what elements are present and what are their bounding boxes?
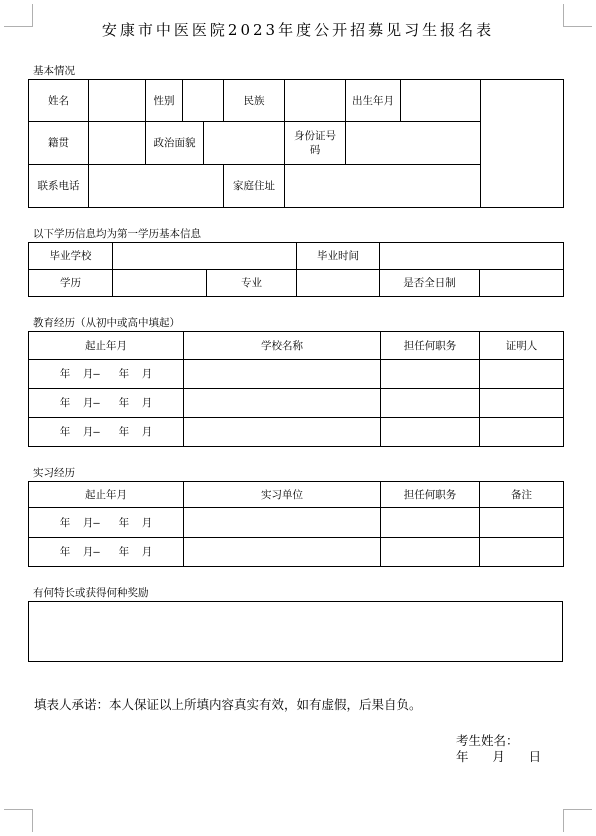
gender-label: 性别 [146, 80, 183, 122]
intern-header-remarks: 备注 [480, 482, 564, 508]
intern-row-1-period[interactable]: 年 月— 年 月 [29, 508, 184, 538]
intern-row-1-unit[interactable] [184, 508, 381, 538]
edu-row-3-position[interactable] [381, 418, 480, 447]
phone-label: 联系电话 [29, 165, 89, 208]
intern-header-unit: 实习单位 [184, 482, 381, 508]
signature-date: 年 月 日 [456, 749, 542, 764]
ethnicity-field[interactable] [285, 80, 346, 122]
degree-label: 学历 [29, 270, 113, 297]
section-basic-label: 基本情况 [33, 65, 75, 77]
grad-time-field[interactable] [380, 243, 564, 270]
edu-row-3-witness[interactable] [480, 418, 564, 447]
edu-row-1-school[interactable] [184, 360, 381, 389]
fulltime-field[interactable] [480, 270, 564, 297]
degree-field[interactable] [113, 270, 207, 297]
birth-label: 出生年月 [346, 80, 401, 122]
edu-header-period: 起止年月 [29, 332, 184, 360]
edu-row-2-position[interactable] [381, 389, 480, 418]
edu-header-school: 学校名称 [184, 332, 381, 360]
pledge-text: 填表人承诺：本人保证以上所填内容真实有效，如有虚假，后果自负。 [34, 697, 422, 712]
section-awards-label: 有何特长或获得何种奖励 [33, 587, 149, 599]
education-info-table [28, 242, 564, 297]
edu-row-2-period[interactable]: 年 月— 年 月 [29, 389, 184, 418]
intern-header-period: 起止年月 [29, 482, 184, 508]
edu-row-2-witness[interactable] [480, 389, 564, 418]
ethnicity-label: 民族 [224, 80, 285, 122]
phone-field[interactable] [89, 165, 224, 208]
school-label: 毕业学校 [29, 243, 113, 270]
section-education-info-label: 以下学历信息均为第一学历基本信息 [33, 228, 201, 240]
address-label: 家庭住址 [224, 165, 285, 208]
form-title: 安康市中医医院2023年度公开招募见习生报名表 [101, 21, 495, 39]
address-field[interactable] [285, 165, 481, 208]
intern-row-1-remarks[interactable] [480, 508, 564, 538]
birth-field[interactable] [401, 80, 481, 122]
edu-header-position: 担任何职务 [381, 332, 480, 360]
edu-row-1-witness[interactable] [480, 360, 564, 389]
political-status-label: 政治面貌 [146, 122, 204, 165]
political-status-field[interactable] [204, 122, 285, 165]
name-field[interactable] [89, 80, 146, 122]
corner-mark-bottom-right [563, 809, 592, 832]
education-history-table [28, 331, 564, 447]
edu-row-3-school[interactable] [184, 418, 381, 447]
fulltime-label: 是否全日制 [380, 270, 480, 297]
gender-field[interactable] [183, 80, 224, 122]
edu-row-2-school[interactable] [184, 389, 381, 418]
basic-info-table [28, 79, 564, 208]
edu-header-witness: 证明人 [480, 332, 564, 360]
native-place-label: 籍贯 [29, 122, 89, 165]
edu-row-3-period[interactable]: 年 月— 年 月 [29, 418, 184, 447]
intern-row-1-position[interactable] [381, 508, 480, 538]
awards-field[interactable] [29, 602, 563, 662]
awards-table [28, 601, 563, 662]
id-number-field[interactable] [346, 122, 481, 165]
signature-name-label: 考生姓名： [456, 733, 519, 748]
intern-row-2-unit[interactable] [184, 538, 381, 567]
school-field[interactable] [113, 243, 297, 270]
major-field[interactable] [297, 270, 380, 297]
edu-row-1-position[interactable] [381, 360, 480, 389]
edu-row-1-period[interactable]: 年 月— 年 月 [29, 360, 184, 389]
corner-mark-bottom-left [4, 809, 33, 832]
photo-box[interactable] [481, 80, 564, 208]
native-place-field[interactable] [89, 122, 146, 165]
intern-row-2-period[interactable]: 年 月— 年 月 [29, 538, 184, 567]
major-label: 专业 [207, 270, 297, 297]
intern-row-2-position[interactable] [381, 538, 480, 567]
name-label: 姓名 [29, 80, 89, 122]
grad-time-label: 毕业时间 [297, 243, 380, 270]
intern-row-2-remarks[interactable] [480, 538, 564, 567]
internship-table [28, 481, 564, 567]
intern-header-position: 担任何职务 [381, 482, 480, 508]
section-internship-label: 实习经历 [33, 467, 75, 479]
id-number-label: 身份证号码 [285, 122, 346, 165]
section-education-history-label: 教育经历（从初中或高中填起） [33, 317, 180, 329]
